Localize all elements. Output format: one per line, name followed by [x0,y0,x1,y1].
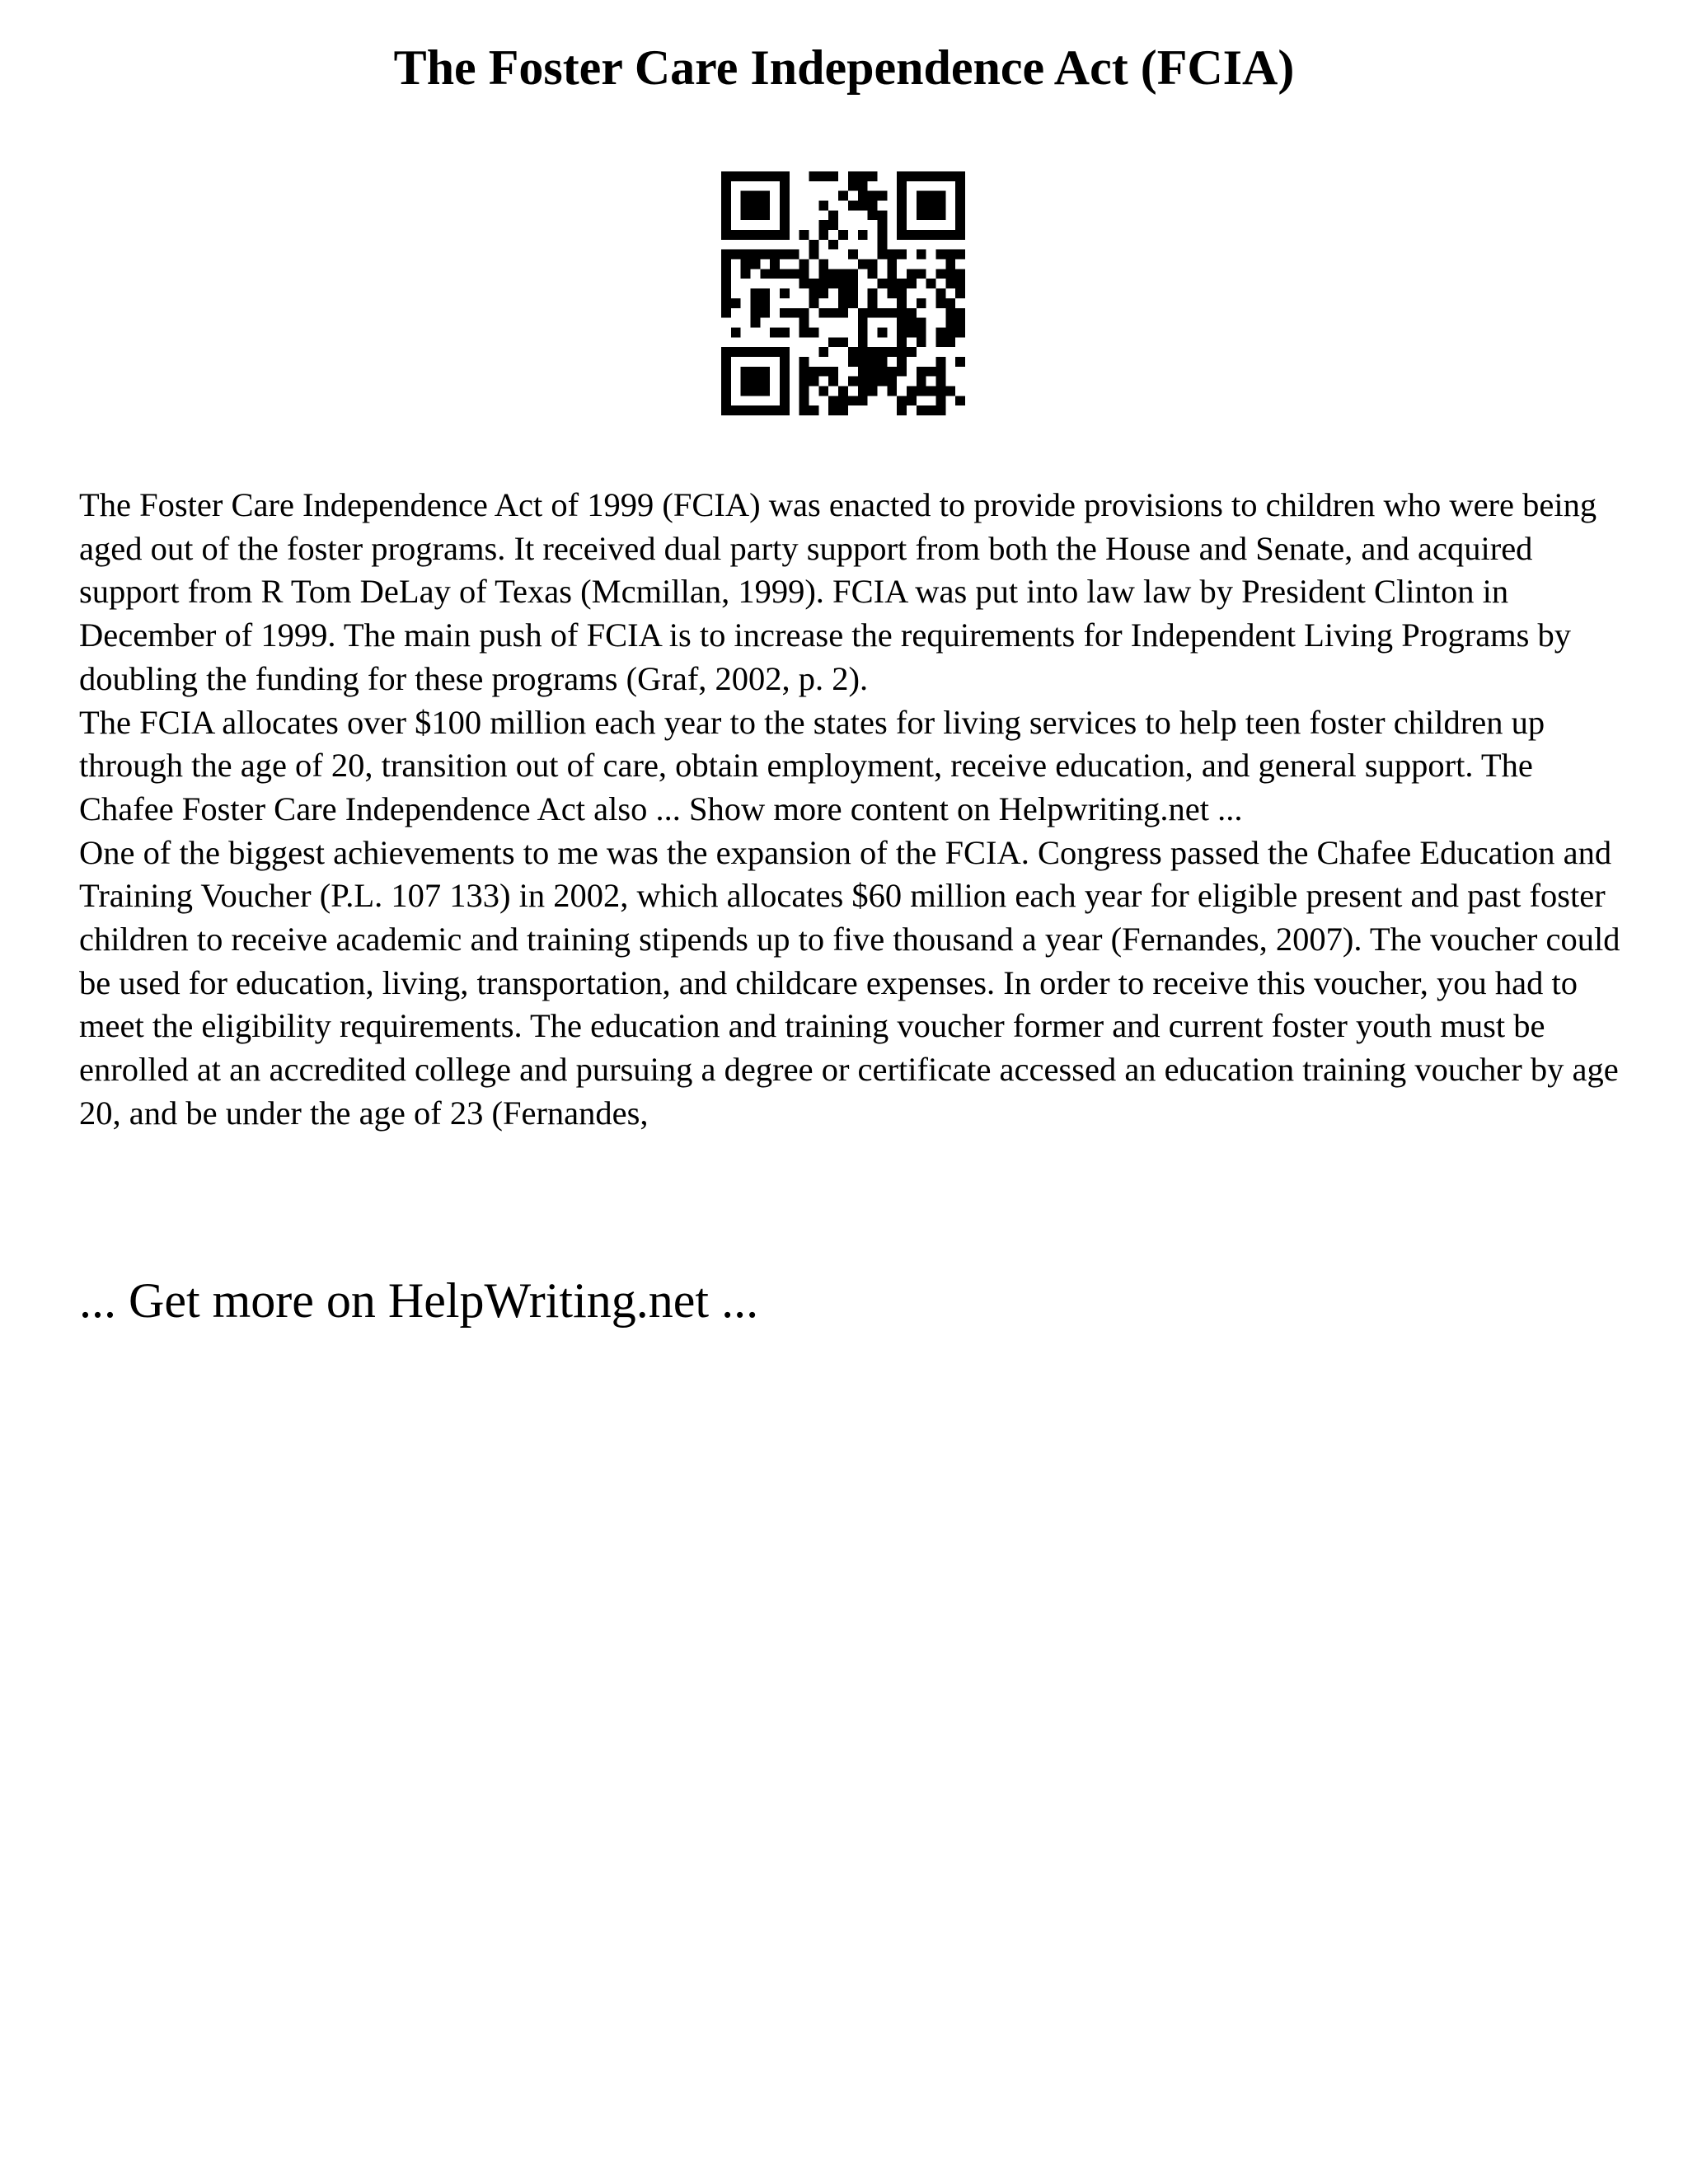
article-body [79,484,1620,1136]
get-more-link[interactable]: ... Get more on HelpWriting.net ... [79,1273,759,1328]
paragraph-3: One of the biggest achievements to me was the expansion of the FCIA. Congress passed the Chafee Education and Training Voucher (P.L. 107 133) in 2002, which allocates $60 million each year for eligible present and past foster children to receive academic and training stipends up to five thousand a year (Fernandes, 2007). The voucher could be used for education, living, transportation, and childcare expenses. In order to receive this voucher, you had to meet the eligibility requirements. The education and training voucher former and current foster youth must be enrolled at an accredited college and pursuing a degree or certificate accessed an education training voucher by age 20, and be under the age of 23 (Fernandes, [79,833,1620,1132]
paragraph-1: The Foster Care Independence Act of 1999 (FCIA) was enacted to provide provisions to children who were being aged out of the foster programs. It received dual party support from both the House and Senate, and acquired support from R Tom DeLay of Texas (Mcmillan, 1999). FCIA was put into law law by President Clinton in December of 1999. The main push of FCIA is to increase the requirements for Independent Living Programs by doubling the funding for these programs (Graf, 2002, p. 2). [79,486,1597,697]
paragraph-2: The FCIA allocates over $100 million each year to the states for living services to help teen foster children up through the age of 20, transition out of care, obtain employment, receive education, and general support. The Chafee Foster Care Independence Act also ... Show more content on Helpwriting.net ... [79,703,1545,827]
page-title: The Foster Care Independence Act (FCIA) [393,40,1295,95]
qr-code-icon [721,171,965,415]
